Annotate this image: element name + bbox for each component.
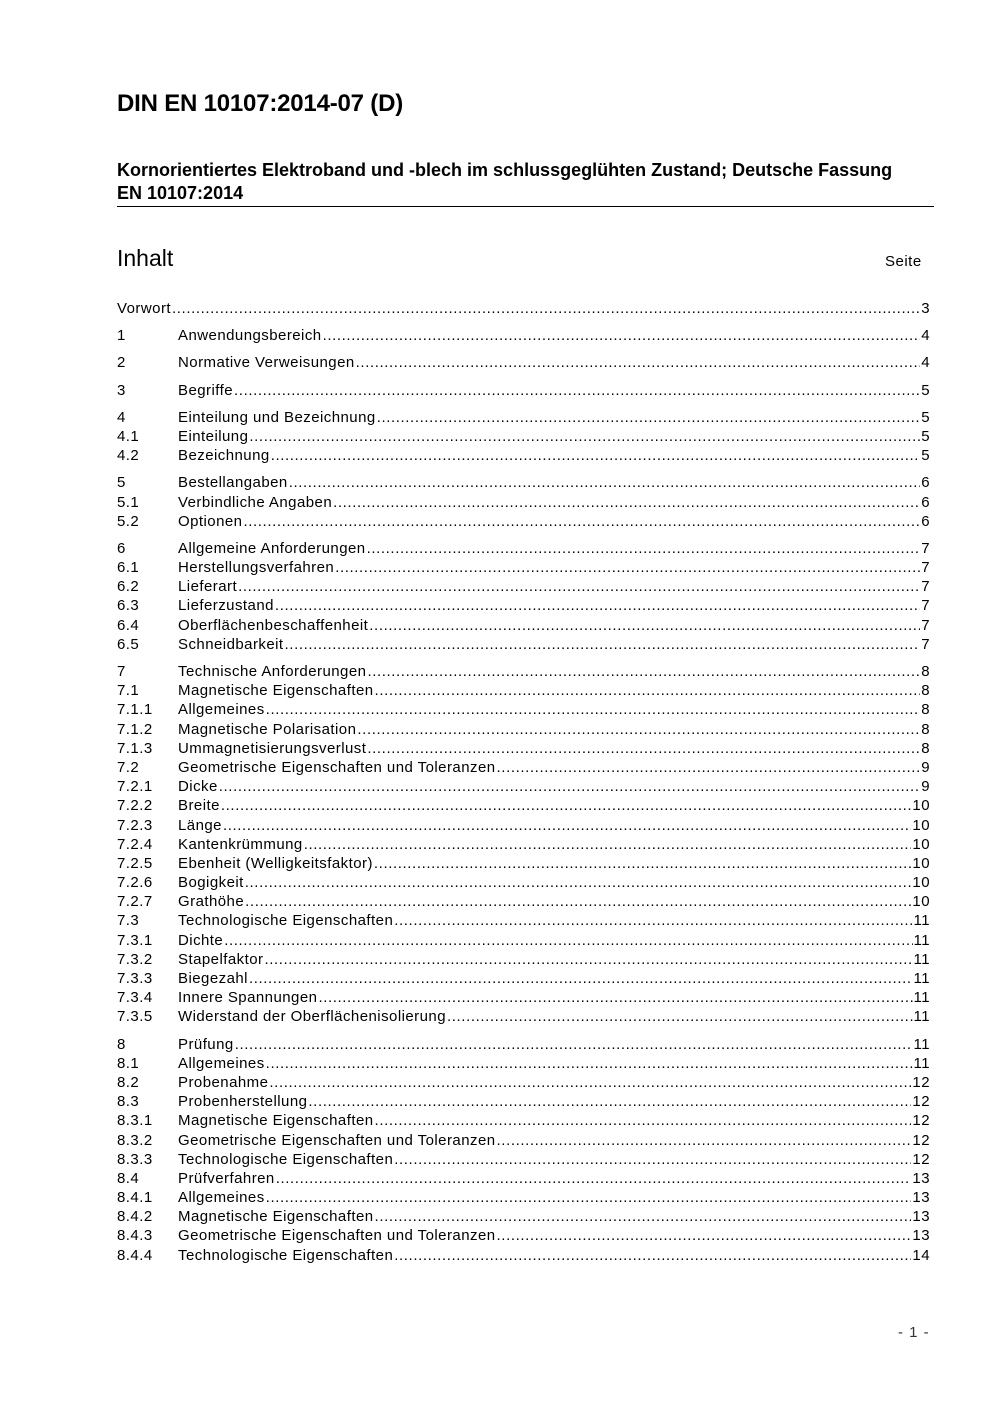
dot-leader	[497, 758, 921, 777]
toc-entry-title: Begriffe	[178, 381, 234, 399]
dot-leader	[375, 681, 921, 700]
toc-entry[interactable]	[117, 873, 930, 892]
dot-leader	[219, 777, 920, 796]
toc-entry-page: 10	[912, 874, 930, 892]
toc-entry-title: Einteilung und Bezeichnung	[178, 408, 376, 426]
toc-entry-page: 8	[921, 739, 930, 757]
toc-entry-number: 5.2	[117, 512, 140, 530]
toc-entry-page: 12	[912, 1131, 930, 1149]
toc-entry-number: 6.5	[117, 635, 140, 653]
dot-leader	[323, 326, 921, 345]
toc-entry-title: Anwendungsbereich	[178, 327, 322, 345]
toc-entry-title: Schneidbarkeit	[178, 635, 284, 653]
toc-entry-page: 10	[912, 835, 930, 853]
toc-entry[interactable]	[117, 427, 930, 446]
document-subtitle: Kornorientiertes Elektroband und -blech im schlussgeglühten Zustand; Deutsche Fassung EN 10107:2014	[117, 160, 893, 203]
toc-entry[interactable]	[117, 1169, 930, 1188]
toc-entry-title: Verbindliche Angaben	[178, 493, 333, 511]
toc-entry-page: 11	[913, 989, 930, 1007]
toc-entry-title: Dicke	[178, 778, 218, 796]
toc-entry-title: Geometrische Eigenschaften und Toleranzen	[178, 758, 496, 776]
dot-leader	[318, 988, 912, 1007]
toc-entry[interactable]	[117, 577, 930, 596]
toc-entry-number: 8.4.4	[117, 1246, 153, 1264]
dot-leader	[266, 1188, 912, 1207]
toc-entry-number: 7.2.7	[117, 893, 153, 911]
toc-entry[interactable]	[117, 1226, 930, 1245]
toc-entry-page: 7	[921, 597, 930, 615]
dot-leader	[357, 720, 920, 739]
dot-leader	[367, 662, 920, 681]
toc-entry-page: 11	[913, 1008, 930, 1026]
page-number-footer: - 1 -	[898, 1324, 930, 1341]
toc-entry-page: 13	[912, 1227, 930, 1245]
dot-leader	[374, 854, 912, 873]
toc-entry-page: 11	[913, 970, 930, 987]
toc-entry-number: 7.1.3	[117, 739, 153, 757]
toc-entry[interactable]	[117, 950, 930, 969]
toc-entry-title: Einteilung	[178, 427, 249, 445]
toc-entry-title: Allgemeines	[178, 1054, 265, 1072]
toc-entry-title: Ebenheit (Welligkeitsfaktor)	[178, 854, 373, 872]
dot-leader	[447, 1007, 913, 1026]
toc-entry-page: 5	[921, 381, 930, 399]
toc-entry[interactable]	[117, 969, 930, 988]
dot-leader	[224, 931, 912, 950]
toc-entry-page: 6	[921, 493, 930, 511]
toc-entry-title: Probenahme	[178, 1073, 269, 1091]
toc-entry-number: 7.2.6	[117, 874, 153, 892]
dot-leader	[238, 577, 920, 596]
dot-leader	[304, 835, 912, 854]
toc-entry-number: 7.2.3	[117, 816, 153, 834]
toc-group	[117, 381, 930, 400]
toc-entry[interactable]	[117, 596, 930, 615]
toc-entry[interactable]	[117, 616, 930, 635]
toc-entry-title: Oberflächenbeschaffenheit	[178, 616, 369, 634]
toc-entry-number: 4.1	[117, 427, 140, 445]
toc-entry-page: 12	[912, 1073, 930, 1091]
toc-entry-number: 7.1	[117, 682, 140, 700]
toc-entry-page: 9	[921, 758, 930, 776]
toc-entry-number: 8.4.3	[117, 1227, 153, 1245]
dot-leader	[172, 299, 920, 318]
toc-entry-number: 7.2.2	[117, 797, 153, 815]
toc-entry[interactable]	[117, 1007, 930, 1026]
toc-entry-title: Geometrische Eigenschaften und Toleranzen	[178, 1227, 496, 1245]
toc-entry-page: 5	[921, 447, 930, 465]
toc-entry-title: Technische Anforderungen	[178, 663, 367, 680]
toc-entry[interactable]	[117, 758, 930, 777]
dot-leader	[394, 911, 912, 930]
toc-entry[interactable]	[117, 1035, 930, 1054]
toc-entry-page: 7	[921, 635, 930, 653]
toc-entry-number: 6.2	[117, 578, 140, 596]
dot-leader	[497, 1131, 912, 1150]
dot-leader	[394, 1246, 911, 1265]
dot-leader	[223, 816, 911, 835]
toc-entry-number: 6.3	[117, 597, 140, 615]
toc-entry-title: Grathöhe	[178, 893, 245, 911]
toc-group	[117, 473, 930, 531]
toc-entry[interactable]	[117, 796, 930, 815]
toc-entry-page: 12	[912, 1112, 930, 1130]
toc-entry[interactable]	[117, 635, 930, 654]
dot-leader	[369, 616, 920, 635]
toc-entry-title: Bestellangaben	[178, 474, 288, 492]
toc-entry-title: Optionen	[178, 512, 243, 530]
toc-entry-number: 7.3.1	[117, 931, 153, 949]
toc-entry-number: 8.3.2	[117, 1131, 153, 1149]
dot-leader	[356, 353, 921, 372]
dot-leader	[266, 1054, 913, 1073]
title-divider	[117, 206, 934, 207]
toc-entry-title: Allgemeines	[178, 1189, 265, 1207]
toc-entry[interactable]	[117, 558, 930, 577]
toc-entry-page: 10	[912, 816, 930, 834]
toc-entry[interactable]	[117, 1246, 930, 1265]
toc-entry-number: 7.3.5	[117, 1008, 153, 1026]
toc-entry[interactable]	[117, 720, 930, 739]
toc-entry-number: 8.3	[117, 1093, 140, 1111]
toc-entry-number: 6.1	[117, 559, 140, 577]
toc-entry-title: Magnetische Eigenschaften	[178, 1112, 374, 1130]
toc-entry[interactable]	[117, 1073, 930, 1092]
toc-entry-title: Prüfung	[178, 1035, 234, 1053]
dot-leader	[394, 1150, 911, 1169]
toc-entry[interactable]	[117, 1092, 930, 1111]
toc-entry-title: Bogigkeit	[178, 874, 244, 892]
toc-entry-page: 11	[913, 912, 930, 930]
toc-entry-number: 8.4.2	[117, 1208, 153, 1226]
toc-entry-number: 7.1.2	[117, 720, 153, 738]
table-of-contents	[117, 299, 930, 1273]
toc-entry[interactable]	[117, 835, 930, 854]
toc-entry-title: Magnetische Polarisation	[178, 720, 357, 738]
toc-entry-number: 7.3.2	[117, 950, 153, 968]
toc-entry-page: 11	[913, 1035, 930, 1053]
toc-entry[interactable]	[117, 299, 930, 318]
toc-entry-title: Probenherstellung	[178, 1093, 308, 1111]
toc-entry-title: Prüfverfahren	[178, 1169, 275, 1187]
toc-entry-number: 5	[117, 474, 126, 492]
toc-entry-page: 10	[912, 854, 930, 872]
toc-entry-page: 5	[921, 408, 930, 426]
toc-entry-number: 7.2	[117, 758, 140, 776]
toc-entry-title: Geometrische Eigenschaften und Toleranzen	[178, 1131, 496, 1149]
toc-entry-page: 8	[921, 701, 930, 719]
toc-group	[117, 662, 930, 1027]
toc-entry-page: 5	[921, 427, 930, 445]
toc-group	[117, 326, 930, 345]
dot-leader	[264, 950, 912, 969]
toc-entry-number: 7.3.3	[117, 970, 153, 987]
toc-entry[interactable]	[117, 446, 930, 465]
dot-leader	[375, 1207, 912, 1226]
toc-entry-page: 11	[913, 931, 930, 949]
toc-entry-title: Innere Spannungen	[178, 989, 318, 1007]
toc-entry-number: 8.4	[117, 1169, 140, 1187]
toc-entry-page: 6	[921, 474, 930, 492]
toc-entry-number: 2	[117, 354, 126, 372]
toc-entry-title: Bezeichnung	[178, 447, 270, 465]
toc-entry-page: 7	[921, 578, 930, 596]
toc-entry-page: 11	[913, 1054, 930, 1072]
toc-entry[interactable]	[117, 816, 930, 835]
dot-leader	[375, 1111, 912, 1130]
toc-entry-page: 13	[912, 1189, 930, 1207]
toc-entry-title: Normative Verweisungen	[178, 354, 355, 372]
dot-leader	[289, 473, 920, 492]
toc-entry-number: 8	[117, 1035, 126, 1053]
toc-entry-number: 8.3.1	[117, 1112, 153, 1130]
toc-entry[interactable]	[117, 931, 930, 950]
toc-entry-page: 10	[912, 797, 930, 815]
toc-entry-title: Technologische Eigenschaften	[178, 912, 394, 930]
toc-entry[interactable]	[117, 662, 930, 681]
dot-leader	[308, 1092, 911, 1111]
dot-leader	[271, 446, 921, 465]
toc-entry-page: 9	[921, 778, 930, 796]
toc-entry-page: 4	[921, 354, 930, 372]
toc-entry[interactable]	[117, 681, 930, 700]
toc-entry-number: 6	[117, 539, 126, 557]
toc-entry-title: Ummagnetisierungsverlust	[178, 739, 367, 757]
toc-entry[interactable]	[117, 911, 930, 930]
toc-entry[interactable]	[117, 988, 930, 1007]
toc-entry-page: 3	[921, 300, 930, 317]
toc-entry[interactable]	[117, 353, 930, 372]
toc-entry-number: 7.3	[117, 912, 140, 930]
toc-group	[117, 353, 930, 372]
dot-leader	[275, 596, 920, 615]
toc-entry-title: Widerstand der Oberflächenisolierung	[178, 1008, 446, 1026]
dot-leader	[276, 1169, 912, 1188]
toc-entry[interactable]	[117, 1131, 930, 1150]
toc-entry[interactable]	[117, 1111, 930, 1130]
toc-entry[interactable]	[117, 512, 930, 531]
toc-entry-page: 8	[921, 720, 930, 738]
toc-entry-title: Biegezahl	[178, 970, 248, 987]
toc-entry-page: 10	[912, 893, 930, 911]
toc-entry[interactable]	[117, 381, 930, 400]
dot-leader	[249, 427, 920, 446]
toc-entry-number: 8.4.1	[117, 1189, 153, 1207]
toc-entry[interactable]	[117, 1188, 930, 1207]
toc-entry-page: 7	[921, 559, 930, 577]
toc-entry[interactable]	[117, 326, 930, 345]
toc-group	[117, 408, 930, 466]
toc-entry-number: 3	[117, 381, 126, 399]
dot-leader	[335, 558, 920, 577]
toc-entry-page: 8	[921, 663, 930, 680]
toc-entry-page: 12	[912, 1093, 930, 1111]
toc-entry-number: 7.2.5	[117, 854, 153, 872]
toc-entry-title: Technologische Eigenschaften	[178, 1246, 394, 1264]
dot-leader	[377, 408, 921, 427]
toc-entry-title: Magnetische Eigenschaften	[178, 682, 374, 700]
toc-entry[interactable]	[117, 1150, 930, 1169]
toc-entry-number: 8.1	[117, 1054, 140, 1072]
dot-leader	[234, 381, 920, 400]
toc-entry-title: Technologische Eigenschaften	[178, 1150, 394, 1168]
page-column-label: Seite	[885, 253, 922, 270]
dot-leader	[249, 969, 913, 988]
document-title: DIN EN 10107:2014-07 (D)	[117, 90, 404, 117]
dot-leader	[235, 1035, 913, 1054]
toc-group	[117, 539, 930, 654]
toc-entry-page: 6	[921, 512, 930, 530]
toc-entry-number: 8.3.3	[117, 1150, 153, 1168]
toc-entry-title: Herstellungsverfahren	[178, 559, 335, 577]
toc-entry[interactable]	[117, 777, 930, 796]
toc-group	[117, 1035, 930, 1265]
toc-entry-page: 7	[921, 616, 930, 634]
toc-entry-page: 7	[921, 539, 930, 557]
toc-entry-number: 7.1.1	[117, 701, 153, 719]
dot-leader	[221, 796, 912, 815]
toc-entry-title: Allgemeines	[178, 701, 265, 719]
toc-entry-title: Breite	[178, 797, 220, 815]
toc-entry-page: 12	[912, 1150, 930, 1168]
toc-entry[interactable]	[117, 1207, 930, 1226]
toc-entry[interactable]	[117, 493, 930, 512]
toc-entry-page: 14	[912, 1246, 930, 1264]
toc-entry-title: Vorwort	[117, 300, 172, 317]
dot-leader	[266, 700, 921, 719]
toc-entry-number: 4	[117, 408, 126, 426]
toc-entry[interactable]	[117, 473, 930, 492]
toc-entry-page: 4	[921, 327, 930, 345]
toc-entry[interactable]	[117, 408, 930, 427]
toc-entry[interactable]	[117, 700, 930, 719]
toc-entry-page: 8	[921, 682, 930, 700]
dot-leader	[497, 1226, 912, 1245]
toc-entry-number: 7.2.1	[117, 778, 153, 796]
dot-leader	[245, 873, 912, 892]
toc-entry-number: 8.2	[117, 1073, 140, 1091]
contents-heading: Inhalt	[117, 245, 174, 271]
toc-entry-title: Kantenkrümmung	[178, 835, 303, 853]
toc-entry-title: Länge	[178, 816, 222, 834]
dot-leader	[333, 493, 920, 512]
toc-entry-number: 6.4	[117, 616, 140, 634]
dot-leader	[367, 539, 921, 558]
toc-entry-title: Stapelfaktor	[178, 950, 264, 968]
toc-group	[117, 299, 930, 318]
toc-entry[interactable]	[117, 1054, 930, 1073]
toc-entry[interactable]	[117, 739, 930, 758]
dot-leader	[269, 1073, 911, 1092]
toc-entry-number: 5.1	[117, 493, 140, 511]
toc-entry-number: 7	[117, 663, 126, 680]
toc-entry[interactable]	[117, 892, 930, 911]
toc-entry-number: 1	[117, 327, 126, 345]
toc-entry-page: 11	[913, 950, 930, 968]
toc-entry-title: Dichte	[178, 931, 224, 949]
toc-entry-title: Magnetische Eigenschaften	[178, 1208, 374, 1226]
toc-entry-title: Lieferart	[178, 578, 238, 596]
toc-entry-page: 13	[912, 1169, 930, 1187]
toc-entry[interactable]	[117, 854, 930, 873]
toc-entry-number: 4.2	[117, 447, 140, 465]
toc-entry[interactable]	[117, 539, 930, 558]
toc-entry-title: Lieferzustand	[178, 597, 274, 615]
dot-leader	[245, 892, 911, 911]
toc-entry-number: 7.3.4	[117, 989, 153, 1007]
dot-leader	[243, 512, 920, 531]
toc-entry-title: Allgemeine Anforderungen	[178, 539, 366, 557]
dot-leader	[367, 739, 920, 758]
toc-entry-number: 7.2.4	[117, 835, 153, 853]
dot-leader	[285, 635, 921, 654]
toc-entry-page: 13	[912, 1208, 930, 1226]
